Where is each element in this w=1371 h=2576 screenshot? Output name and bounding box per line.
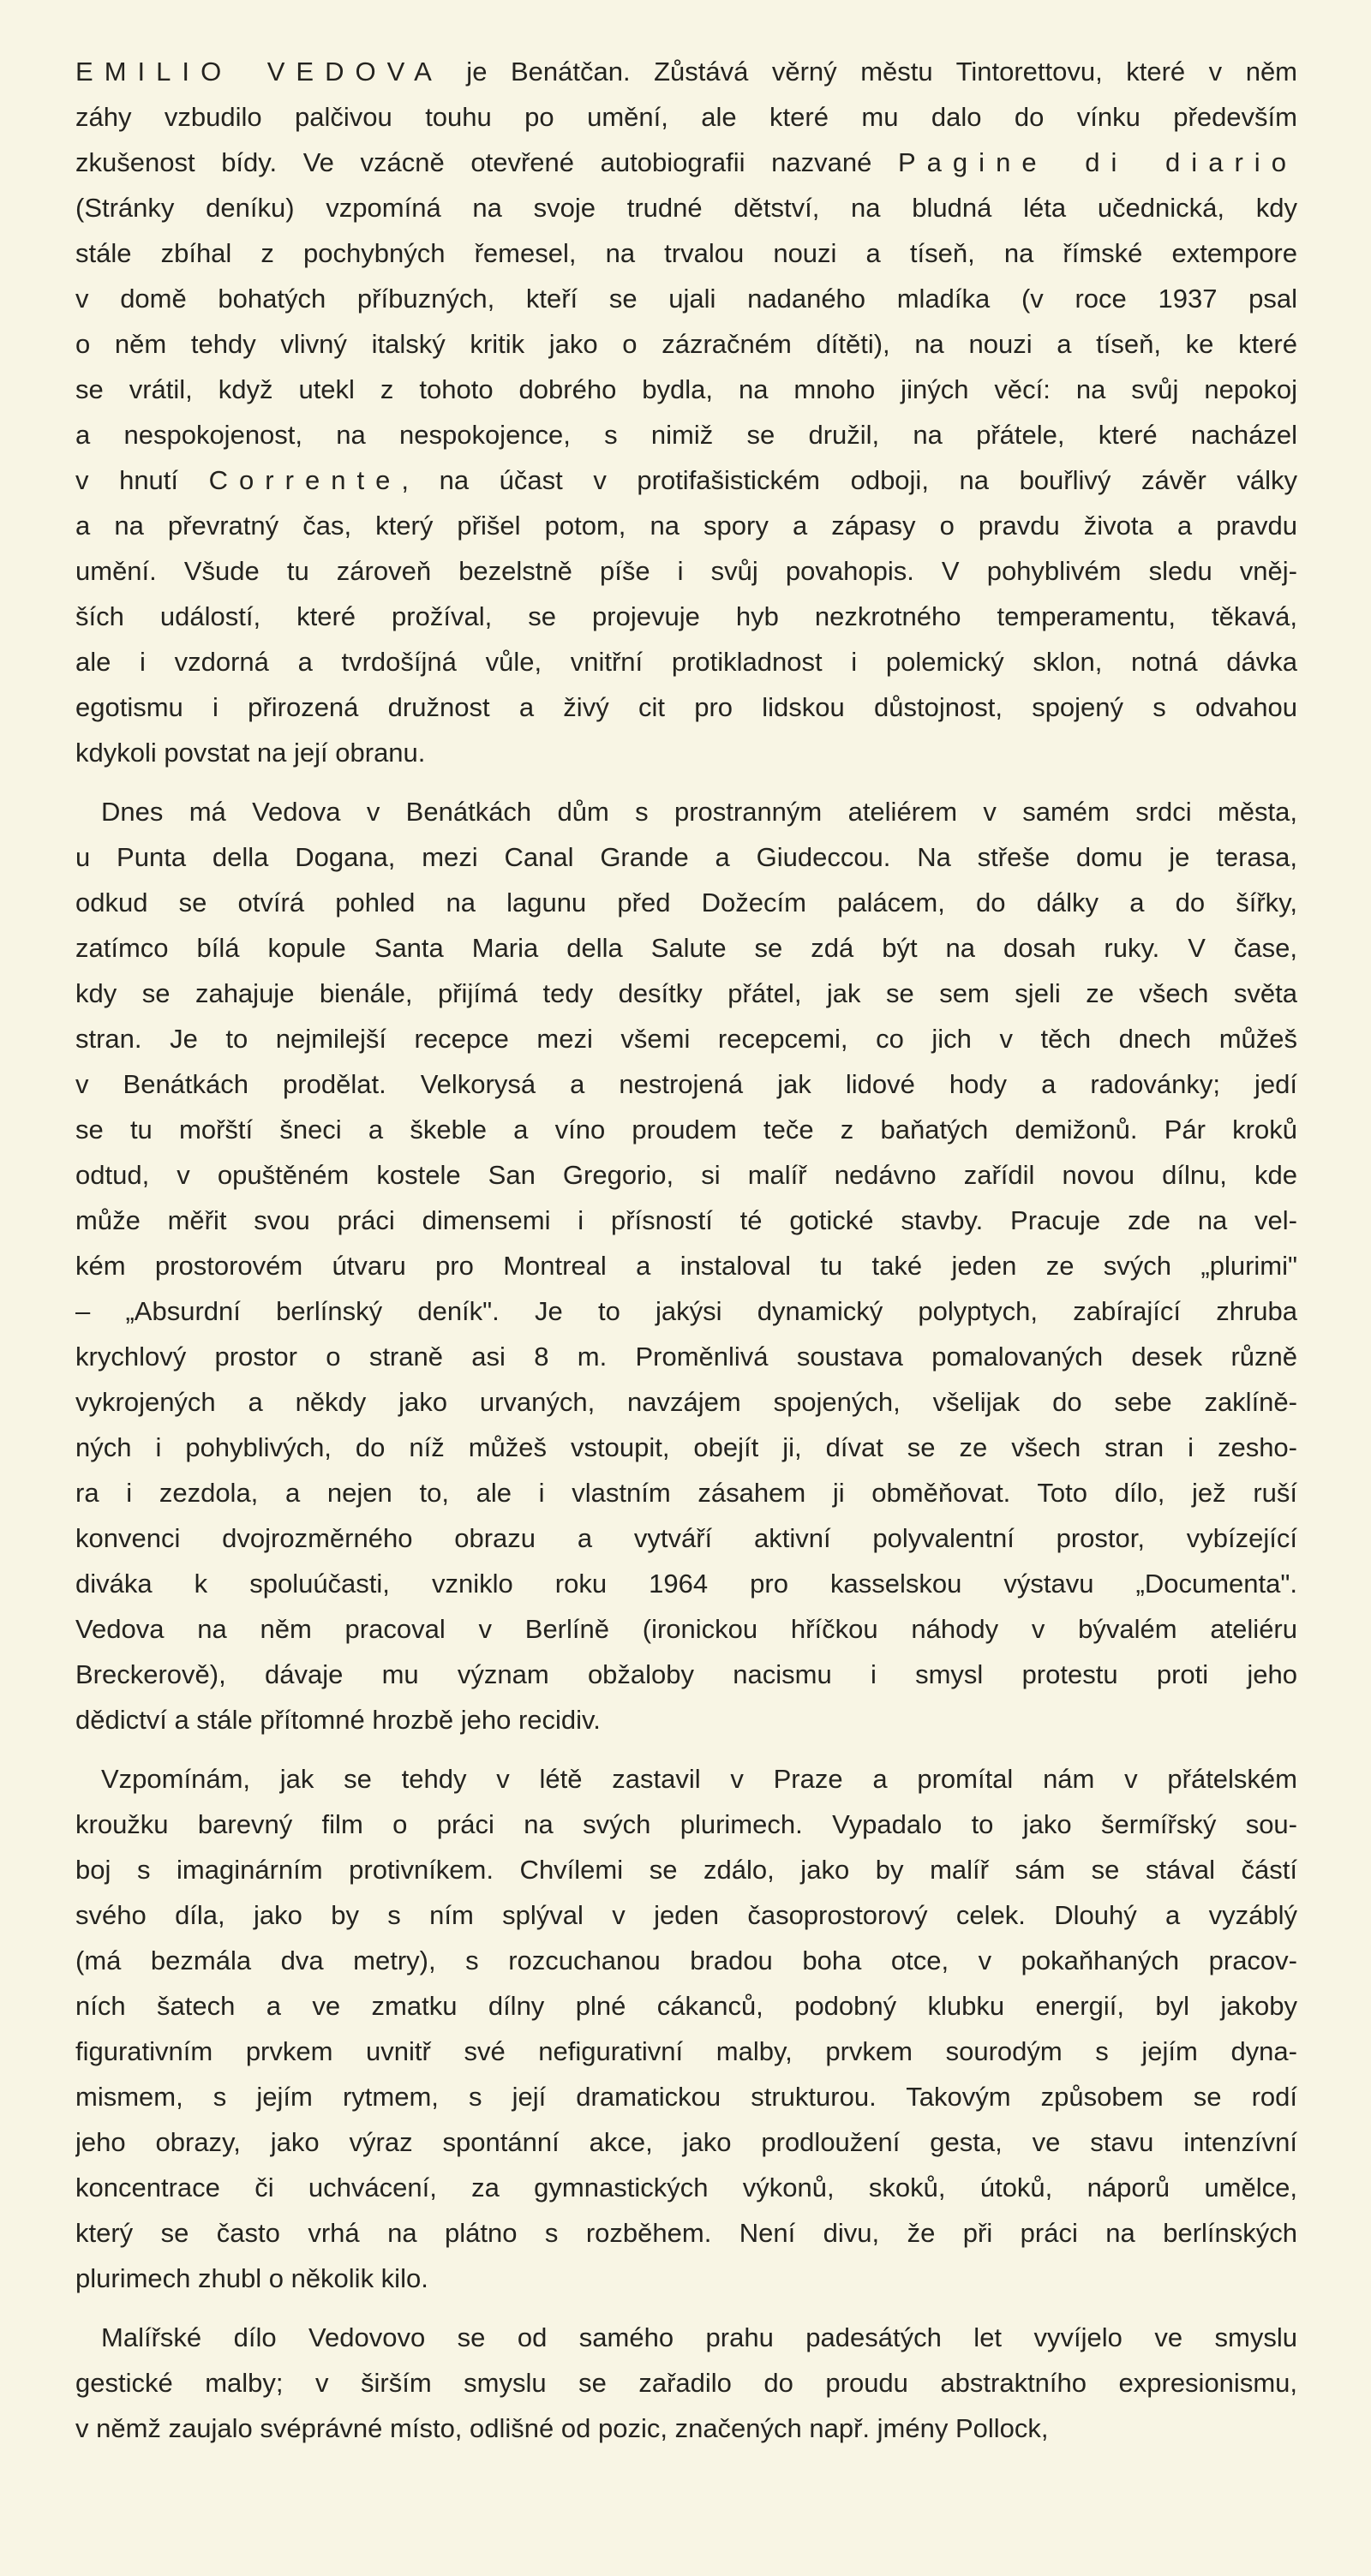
text-line: figurativním prvkem uvnitř své nefigurativní malby, prvkem sourodým s jejím dyna- <box>75 2036 1297 2066</box>
paragraph-2 <box>75 789 1297 1742</box>
text-line: stran. Je to nejmilejší recepce mezi všemi recepcemi, co jich v těch dnech můžeš <box>75 1024 1297 1054</box>
text-line: se vrátil, když utekl z tohoto dobrého bydla, na mnoho jiných věcí: na svůj nepokoj <box>75 374 1297 404</box>
text-line: Dnes má Vedova v Benátkách dům s prostranným ateliérem v samém srdci města, <box>101 797 1297 827</box>
paragraph-3 <box>75 1756 1297 2301</box>
text-line: o něm tehdy vlivný italský kritik jako o zázračném dítěti), na nouzi a tíseň, ke které <box>75 329 1297 359</box>
text-line: ných i pohyblivých, do níž můžeš vstoupit, obejít ji, dívat se ze všech stran i zesho- <box>75 1432 1297 1462</box>
text-line: kém prostorovém útvaru pro Montreal a instaloval tu také jeden ze svých „plurimi" <box>75 1251 1297 1281</box>
text-line: plurimech zhubl o několik kilo. <box>75 2263 428 2293</box>
text-line: Malířské dílo Vedovovo se od samého prahu padesátých let vyvíjelo ve smyslu <box>101 2322 1297 2352</box>
paragraph-4 <box>75 2315 1297 2451</box>
text-line: egotismu i přirozená družnost a živý cit pro lidskou důstojnost, spojený s odvahou <box>75 692 1297 722</box>
text-line: mismem, s jejím rytmem, s její dramatickou strukturou. Takovým způsobem se rodí <box>75 2082 1297 2112</box>
spaced-emphasis: EMILIO VEDOVA <box>75 57 443 87</box>
text-line <box>75 457 1297 503</box>
text-line: umění. Všude tu zároveň bezelstně píše i svůj povahopis. V pohyblivém sledu vněj- <box>75 556 1297 586</box>
text-line: svého díla, jako by s ním splýval v jeden časoprostorový celek. Dlouhý a vyzáblý <box>75 1900 1297 1930</box>
text-line: vykrojených a někdy jako urvaných, navzájem spojených, všelijak do sebe zaklíně- <box>75 1387 1297 1417</box>
spaced-emphasis: Pagine di diario <box>897 147 1297 177</box>
text-line: ních šatech a ve zmatku dílny plné cákanců, podobný klubku energií, byl jakoby <box>75 1991 1297 2021</box>
text-line: a na převratný čas, který přišel potom, na spory a zápasy o pravdu života a pravdu <box>75 511 1297 541</box>
text-line <box>75 49 1297 94</box>
text-segment: zkušenost bídy. Ve vzácně otevřené autobiografii nazvané <box>75 147 898 177</box>
text-line: stále zbíhal z pochybných řemesel, na trvalou nouzi a tíseň, na římské extempore <box>75 238 1297 268</box>
text-segment: v hnutí <box>75 465 209 495</box>
text-line: – „Absurdní berlínský deník". Je to jakýsi dynamický polyptych, zabírající zhruba <box>75 1296 1297 1326</box>
text-line: dědictví a stále přítomné hrozbě jeho recidiv. <box>75 1705 601 1735</box>
text-line: odkud se otvírá pohled na lagunu před Dožecím palácem, do dálky a do šířky, <box>75 888 1297 917</box>
text-line: (má bezmála dva metry), s rozcuchanou bradou boha otce, v pokaňhaných pracov- <box>75 1945 1297 1975</box>
text-line: Vedova na něm pracoval v Berlíně (ironickou hříčkou náhody v bývalém ateliéru <box>75 1614 1297 1644</box>
text-line: a nespokojenost, na nespokojence, s nimiž se družil, na přátele, které nacházel <box>75 420 1297 450</box>
text-line: ra i zezdola, a nejen to, ale i vlastním zásahem ji obměňovat. Toto dílo, jež ruší <box>75 1478 1297 1508</box>
text-line: kdykoli povstat na její obranu. <box>75 738 426 768</box>
text-line: ších událostí, které prožíval, se projevuje hyb nezkrotného temperamentu, těkavá, <box>75 601 1297 631</box>
text-line: odtud, v opuštěném kostele San Gregorio, si malíř nedávno zařídil novou dílnu, kde <box>75 1160 1297 1190</box>
text-line: boj s imaginárním protivníkem. Chvílemi se zdálo, jako by malíř sám se stával částí <box>75 1855 1297 1885</box>
text-line: Breckerově), dávaje mu význam obžaloby nacismu i smysl protestu proti jeho <box>75 1659 1297 1689</box>
text-line: koncentrace či uchvácení, za gymnastických výkonů, skoků, útoků, náporů umělce, <box>75 2173 1297 2202</box>
text-line: v Benátkách prodělat. Velkorysá a nestrojená jak lidové hody a radovánky; jedí <box>75 1069 1297 1099</box>
text-line: zatímco bílá kopule Santa Maria della Salute se zdá být na dosah ruky. V čase, <box>75 933 1297 963</box>
text-line: může měřit svou práci dimensemi i přísností té gotické stavby. Pracuje zde na vel- <box>75 1205 1297 1235</box>
text-line: záhy vzbudilo palčivou touhu po umění, ale které mu dalo do vínku především <box>75 102 1297 132</box>
text-line: gestické malby; v širším smyslu se zařadilo do proudu abstraktního expresionismu, <box>75 2368 1297 2398</box>
spaced-emphasis: Corrente <box>208 465 402 495</box>
text-line <box>75 140 1297 185</box>
text-line: diváka k spoluúčasti, vzniklo roku 1964 pro kasselskou výstavu „Documenta". <box>75 1569 1297 1599</box>
text-line: se tu mořští šneci a škeble a víno proudem teče z baňatých demižonů. Pár kroků <box>75 1115 1297 1145</box>
text-line: kdy se zahajuje bienále, přijímá tedy desítky přátel, jak se sem sjeli ze všech světa <box>75 978 1297 1008</box>
paragraph-1 <box>75 49 1297 775</box>
text-line: ale i vzdorná a tvrdošíjná vůle, vnitřní protikladnost i polemický sklon, notná dávka <box>75 647 1297 677</box>
text-segment: je Benátčan. Zůstává věrný městu Tintorettovu, které v něm <box>442 57 1297 87</box>
text-line: krychlový prostor o straně asi 8 m. Proměnlivá soustava pomalovaných desek různě <box>75 1342 1297 1372</box>
text-line: jeho obrazy, jako výraz spontánní akce, jako prodloužení gesta, ve stavu intenzívní <box>75 2127 1297 2157</box>
text-line: u Punta della Dogana, mezi Canal Grande a Giudeccou. Na střeše domu je terasa, <box>75 842 1297 872</box>
text-line: konvenci dvojrozměrného obrazu a vytváří aktivní polyvalentní prostor, vybízející <box>75 1523 1297 1553</box>
text-segment: , na účast v protifašistickém odboji, na bouřlivý závěr války <box>401 465 1297 495</box>
text-line: kroužku barevný film o práci na svých plurimech. Vypadalo to jako šermířský sou- <box>75 1809 1297 1839</box>
text-line: v domě bohatých příbuzných, kteří se ujali nadaného mladíka (v roce 1937 psal <box>75 284 1297 314</box>
text-line: (Stránky deníku) vzpomíná na svoje trudné dětství, na bludná léta učednická, kdy <box>75 193 1297 223</box>
text-line: Vzpomínám, jak se tehdy v létě zastavil v Praze a promítal nám v přátelském <box>101 1764 1297 1794</box>
text-line: který se často vrhá na plátno s rozběhem. Není divu, že při práci na berlínských <box>75 2218 1297 2248</box>
text-line: v němž zaujalo svéprávné místo, odlišné od pozic, značených např. jmény Pollock, <box>75 2413 1049 2443</box>
